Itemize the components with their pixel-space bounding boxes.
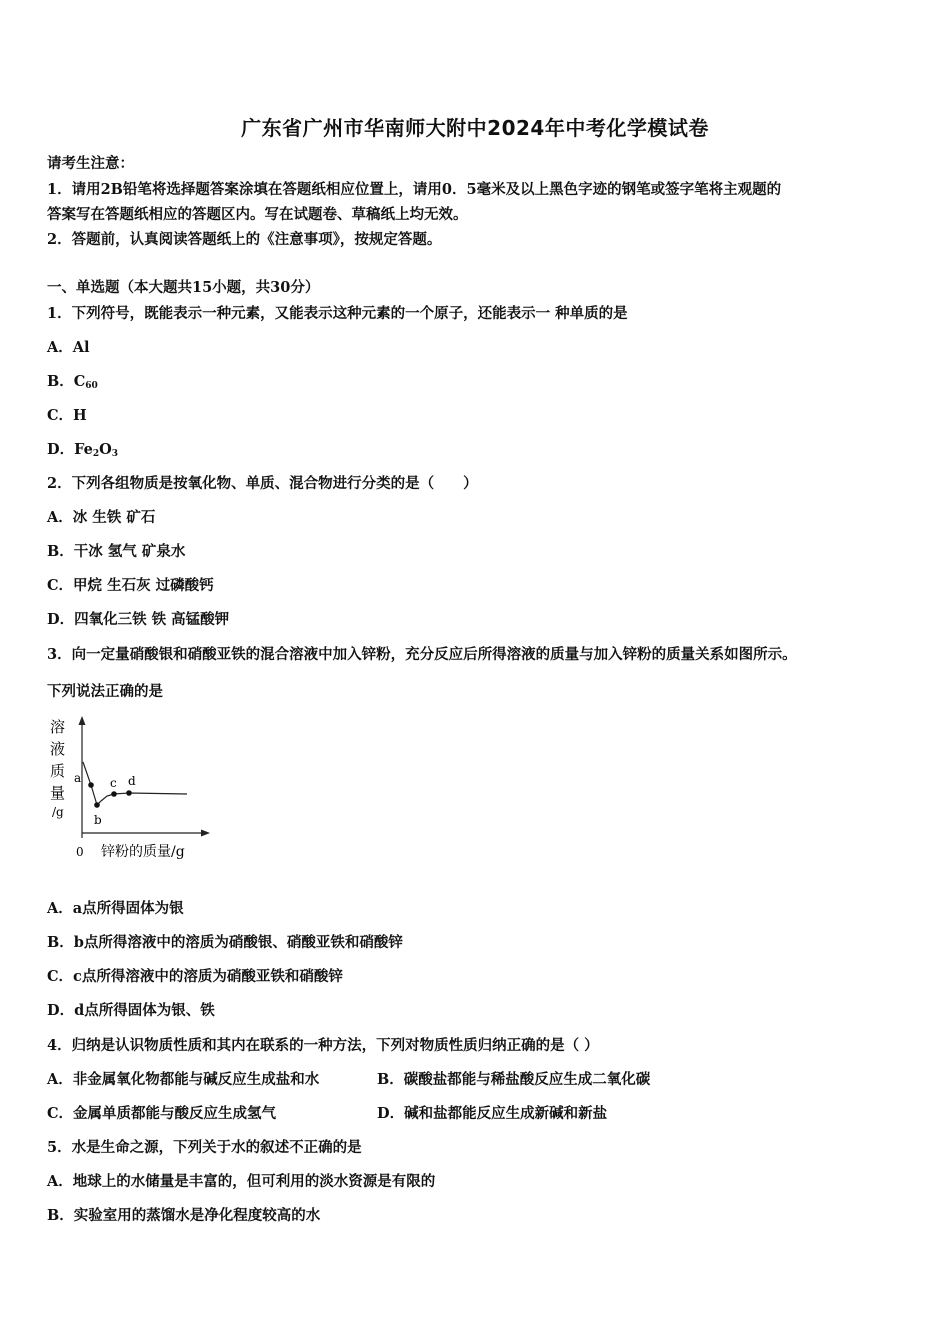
question-2-stem: 2．下列各组物质是按氧化物、单质、混合物进行分类的是（ ） xyxy=(47,475,478,492)
notice-item-2: 2．答题前，认真阅读答题纸上的《注意事项》，按规定答题。 xyxy=(47,231,442,248)
question-4-stem: 4．归纳是认识物质性质和其内在联系的一种方法，下列对物质性质归纳正确的是（ ） xyxy=(47,1037,599,1054)
notice-item-1-line-1: 1．请用2B铅笔将选择题答案涂填在答题纸相应位置上，请用0．5毫米及以上黑色字迹的钢笔或签字笔将主观题的 xyxy=(47,181,782,198)
origin-label: 0 xyxy=(76,845,84,859)
question-3-option-d: D．d点所得固体为银、铁 xyxy=(47,1002,215,1019)
question-1-option-c: C．H xyxy=(47,407,87,424)
point-label-b: b xyxy=(94,813,102,827)
point-b xyxy=(94,802,100,808)
point-d xyxy=(126,790,132,796)
subscript: 3 xyxy=(111,449,118,459)
question-5-stem: 5．水是生命之源，下列关于水的叙述不正确的是 xyxy=(47,1139,362,1156)
question-1-option-b xyxy=(47,370,98,391)
option-d-text: O xyxy=(99,441,112,458)
ylabel-char: 溶 xyxy=(50,718,66,736)
option-d-text: D．Fe xyxy=(47,441,93,458)
xlabel: 锌粉的质量/g xyxy=(101,844,185,860)
question-4-option-a: A．非金属氧化物都能与碱反应生成盐和水 xyxy=(47,1071,320,1088)
section-heading: 一、单选题（本大题共15小题，共30分） xyxy=(47,279,320,296)
question-4-option-c: C．金属单质都能与酸反应生成氢气 xyxy=(47,1105,277,1122)
question-1-stem: 1．下列符号，既能表示一种元素，又能表示这种元素的一个原子，还能表示一 种单质的是 xyxy=(47,305,628,322)
subscript: 2 xyxy=(92,449,100,459)
question-2-option-b: B．干冰 氢气 矿泉水 xyxy=(47,543,186,560)
question-3-option-b: B．b点所得溶液中的溶质为硝酸银、硝酸亚铁和硝酸锌 xyxy=(47,934,403,951)
ylabel-char: 量 xyxy=(50,784,66,802)
point-label-a: a xyxy=(74,771,82,785)
question-4-option-b: B．碳酸盐都能与稀盐酸反应生成二氧化碳 xyxy=(377,1071,651,1088)
question-3-option-a: A．a点所得固体为银 xyxy=(47,900,184,917)
x-axis-arrow xyxy=(201,830,210,837)
question-1-option-a: A．Al xyxy=(47,339,90,356)
notice-item-1-line-2: 答案写在答题纸相应的答题区内。写在试题卷、草稿纸上均无效。 xyxy=(47,206,468,223)
ylabel-char: 质 xyxy=(50,762,66,780)
question-3-stem-line-2: 下列说法正确的是 xyxy=(47,683,163,700)
ylabel-char: 液 xyxy=(50,740,66,758)
page-title: 广东省广州市华南师大附中2024年中考化学模试卷 xyxy=(241,116,709,140)
subscript: 60 xyxy=(85,381,98,391)
question-3-stem-line-1: 3．向一定量硝酸银和硝酸亚铁的混合溶液中加入锌粉，充分反应后所得溶液的质量与加入锌粉的质量关系如图所示。 xyxy=(47,646,797,663)
question-5-option-a: A．地球上的水储量是丰富的，但可利用的淡水资源是有限的 xyxy=(47,1173,436,1190)
mass-graph xyxy=(44,712,224,872)
question-2-option-d: D．四氧化三铁 铁 高锰酸钾 xyxy=(47,611,230,628)
option-b-text: B．C xyxy=(47,373,86,390)
point-a xyxy=(88,782,94,788)
ylabel-unit: /g xyxy=(52,805,64,819)
question-2-option-a: A．冰 生铁 矿石 xyxy=(47,509,156,526)
question-4-option-d: D．碱和盐都能反应生成新碱和新盐 xyxy=(377,1105,608,1122)
point-label-c: c xyxy=(110,776,117,790)
question-3-option-c: C．c点所得溶液中的溶质为硝酸亚铁和硝酸锌 xyxy=(47,968,343,985)
notice-heading: 请考生注意： xyxy=(47,155,134,172)
y-axis-arrow xyxy=(79,716,86,725)
question-5-option-b: B．实验室用的蒸馏水是净化程度较高的水 xyxy=(47,1207,321,1224)
point-c xyxy=(111,791,117,797)
question-1-option-d xyxy=(47,438,118,459)
question-2-option-c: C．甲烷 生石灰 过磷酸钙 xyxy=(47,577,214,594)
point-label-d: d xyxy=(128,774,136,788)
